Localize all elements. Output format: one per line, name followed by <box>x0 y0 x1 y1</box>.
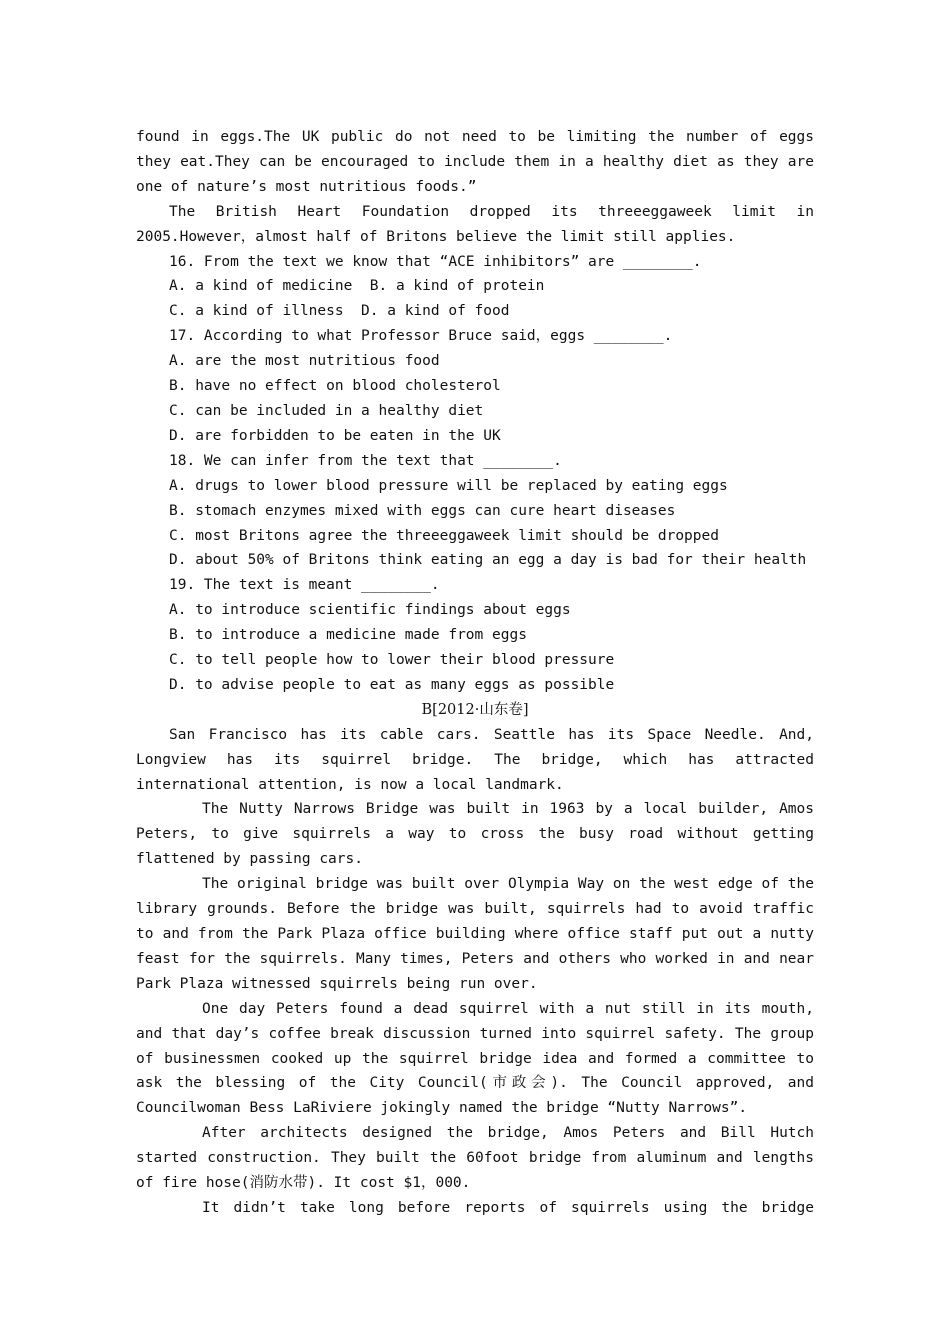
passage-a-paragraph: The British Heart Foundation dropped its threeeggaweek limit in 2005.However，almost half of Britons believe the limit still applies. <box>136 203 814 245</box>
passage-b-paragraph: San Francisco has its cable cars. Seattle has its Space Needle. And, Longview has its squirrel bridge. The bridge, which has attracted international attention, is now a local landmark. <box>136 726 814 793</box>
question-option: B. to introduce a medicine made from eggs <box>169 627 527 644</box>
question-18 <box>136 449 814 574</box>
question-option: A. are the most nutritious food <box>169 353 440 370</box>
question-stem: 17. According to what Professor Bruce said，eggs ________. <box>169 328 673 345</box>
question-19 <box>136 573 814 698</box>
question-option: A. a kind of medicine B. a kind of protein <box>169 278 545 295</box>
passage-b-paragraph: After architects designed the bridge, Amos Peters and Bill Hutch started construction. They built the 60foot bridge from aluminum and lengths of fire hose(消防水带). It cost $1，000. <box>136 1125 814 1192</box>
question-option: A. to introduce scientific findings about eggs <box>169 602 571 619</box>
passage-b-paragraph: One day Peters found a dead squirrel with a nut still in its mouth, and that day’s coffee break discussion turned into squirrel safety. The group of businessmen cooked up the squirrel bridge idea and formed a committee to ask the blessing of the City Council(市政会). The Council approved, and Councilwoman Bess LaRiviere jokingly named the bridge “Nutty Narrows”. <box>136 1000 814 1117</box>
question-option: C. a kind of illness D. a kind of food <box>169 303 510 320</box>
section-title: B[2012·山东卷] <box>421 701 529 718</box>
question-option: C. to tell people how to lower their blood pressure <box>169 652 615 669</box>
passage-b-paragraph: It didn’t take long before reports of squirrels using the bridge <box>202 1199 814 1216</box>
question-option: B. stomach enzymes mixed with eggs can cure heart diseases <box>169 502 676 519</box>
question-option: B. have no effect on blood cholesterol <box>169 378 501 395</box>
question-option: C. can be included in a healthy diet <box>169 402 484 419</box>
question-option: C. most Britons agree the threeeggaweek limit should be dropped <box>169 527 719 544</box>
question-option: D. are forbidden to be eaten in the UK <box>169 427 501 444</box>
question-stem: 19. The text is meant ________. <box>169 577 440 594</box>
question-stem: 16. From the text we know that “ACE inhibitors” are ________. <box>169 253 702 270</box>
question-option: A. drugs to lower blood pressure will be replaced by eating eggs <box>169 477 728 494</box>
question-option: D. about 50% of Britons think eating an egg a day is bad for their health <box>169 552 807 569</box>
question-option: D. to advise people to eat as many eggs as possible <box>169 676 615 693</box>
passage-a-paragraph: found in eggs.The UK public do not need to be limiting the number of eggs they eat.They can be encouraged to include them in a healthy diet as they are one of nature’s most nutritious foods.” <box>136 129 814 195</box>
passage-b-paragraph: The original bridge was built over Olympia Way on the west edge of the library grounds. Before the bridge was built, squirrels had to avoid traffic to and from the Park Plaza office building where office staff put out a nutty feast for the squirrels. Many times, Peters and others who worked in and near Park Plaza witnessed squirrels being run over. <box>136 876 814 992</box>
question-16 <box>136 250 814 325</box>
passage-b-paragraph: The Nutty Narrows Bridge was built in 1963 by a local builder, Amos Peters, to give squirrels a way to cross the busy road without getting flattened by passing cars. <box>136 801 814 868</box>
question-stem: 18. We can infer from the text that ________. <box>169 452 562 469</box>
document-content <box>136 125 814 1221</box>
question-17 <box>136 324 814 449</box>
